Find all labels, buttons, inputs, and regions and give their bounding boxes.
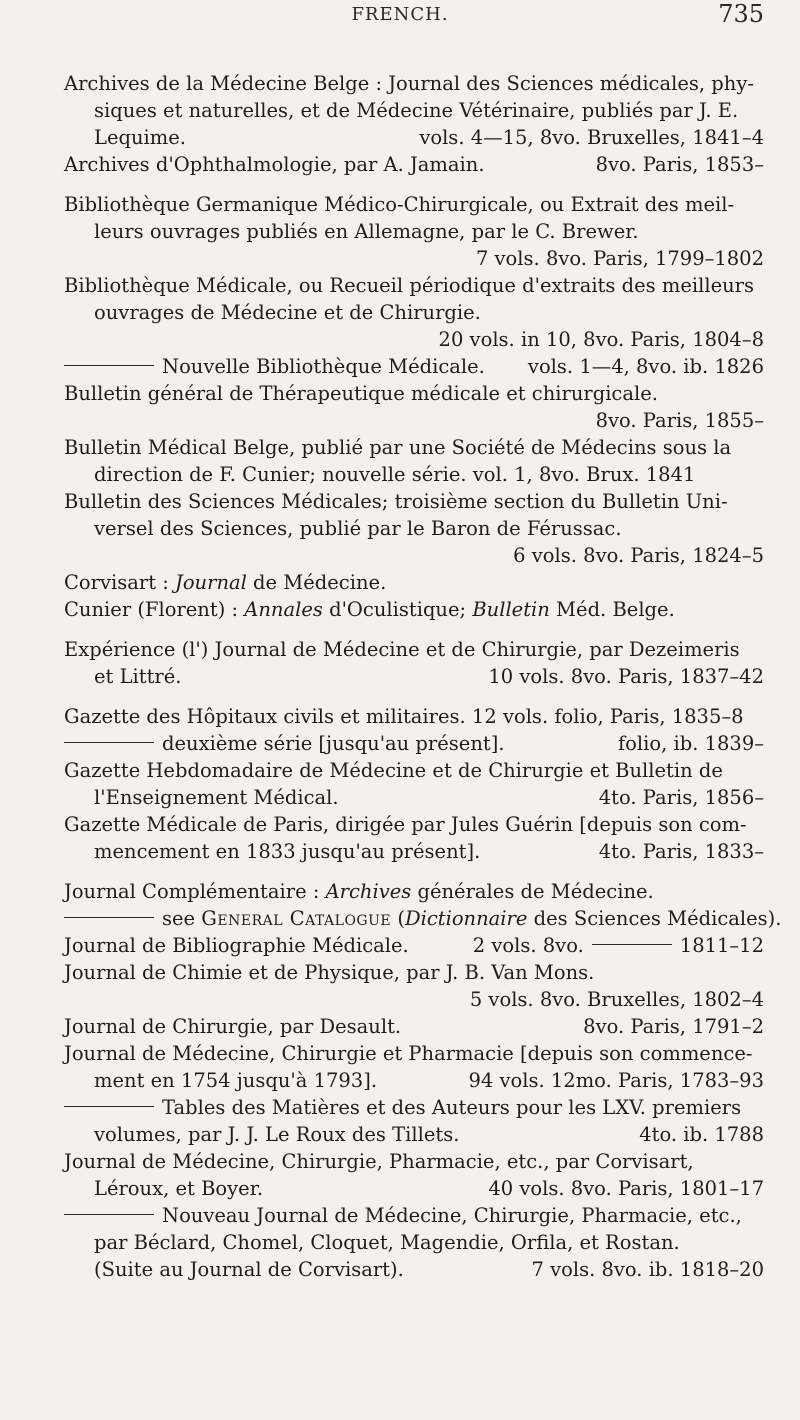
entry-text: et Littré. [94, 665, 182, 688]
entry-text: Journal de Bibliographie Médicale. [64, 934, 409, 957]
entry-line: Bulletin général de Thérapeutique médicale et chirurgicale. [64, 382, 658, 405]
entry-line [64, 1256, 764, 1283]
entry-line [64, 1175, 764, 1202]
entry-line [64, 784, 764, 811]
entry-imprint: 4to. ib. 1788 [639, 1123, 764, 1146]
entry-text: see [162, 907, 202, 930]
entry-line [64, 596, 764, 623]
entry-imprint: folio, ib. 1839– [617, 732, 764, 755]
entry-imprint: 4to. Paris, 1833– [598, 840, 764, 863]
entry-line: Archives de la Médecine Belge : Journal des Sciences médicales, phy- [64, 72, 754, 95]
entry-line: Bibliothèque Médicale, ou Recueil périodique d'extraits des meilleurs [64, 274, 754, 297]
entry-journal-chimie [64, 959, 764, 1013]
ditto-dash [64, 365, 154, 366]
entry-line [64, 1067, 764, 1094]
entry-text: Journal Complémentaire : [64, 880, 326, 903]
entry-nouvelle-bibliotheque [64, 353, 764, 380]
entry-line: ouvrages de Médecine et de Chirurgie. [94, 301, 481, 324]
entry-text: (Suite au Journal de Corvisart). [94, 1258, 404, 1281]
entry-smallcaps: General Catalogue [201, 907, 392, 930]
entry-imprint [473, 932, 764, 959]
entry-imprint: 40 vols. 8vo. Paris, 1801–17 [488, 1177, 764, 1200]
entry-text: Archives d'Ophthalmologie, par A. Jamain. [64, 153, 485, 176]
entry-imprint: 20 vols. in 10, 8vo. Paris, 1804–8 [438, 328, 764, 351]
entry-line [64, 663, 764, 690]
entry-text: générales de Médecine. [411, 880, 654, 903]
entry-imprint: 8vo. Paris, 1855– [595, 409, 764, 432]
entry-experience [64, 636, 764, 690]
entry-imprint: 94 vols. 12mo. Paris, 1783–93 [468, 1069, 764, 1092]
entry-text: des Sciences Médicales). [527, 907, 782, 930]
entry-line: Gazette Hebdomadaire de Médecine et de Chirurgie et Bulletin de [64, 759, 723, 782]
entry-imprint: 10 vols. 8vo. Paris, 1837–42 [488, 665, 764, 688]
entry-imprint: 7 vols. 8vo. ib. 1818–20 [531, 1258, 764, 1281]
entry-bulletin-therapeutique [64, 380, 764, 434]
entry-gazette-hopitaux-deuxieme-serie [64, 730, 764, 757]
entry-line [64, 905, 782, 932]
entry-bulletin-sciences-medicales [64, 488, 764, 569]
entry-archives-medecine-belge [64, 70, 764, 151]
entry-line: Journal de Médecine, Chirurgie et Pharmacie [depuis son commence- [64, 1042, 753, 1065]
entry-italic: Bulletin [472, 598, 550, 621]
entry-text: Journal de Chirurgie, par Desault. [64, 1015, 402, 1038]
entry-text: Cunier (Florent) : [64, 598, 245, 621]
entry-imprint: 6 vols. 8vo. Paris, 1824–5 [513, 544, 764, 567]
ditto-dash [64, 742, 154, 743]
entry-line: Journal de Chimie et de Physique, par J. B. Van Mons. [64, 961, 595, 984]
entry-gazette-hopitaux [64, 703, 764, 730]
entry-tables-des-matieres [64, 1094, 764, 1148]
entry-bulletin-medical-belge [64, 434, 764, 488]
entry-line: Gazette Médicale de Paris, dirigée par Jules Guérin [depuis son com- [64, 813, 747, 836]
entry-text: Tables des Matières et des Auteurs pour les LXV. premiers [162, 1096, 742, 1119]
entry-nouveau-journal-medecine [64, 1202, 764, 1283]
entry-line [64, 1202, 764, 1229]
entry-line [64, 838, 764, 865]
entry-line: direction de F. Cunier; nouvelle série. vol. 1, 8vo. Brux. 1841 [94, 463, 696, 486]
entry-line: Bulletin Médical Belge, publié par une Société de Médecins sous la [64, 436, 732, 459]
entry-line: Bulletin des Sciences Médicales; troisième section du Bulletin Uni- [64, 490, 728, 513]
page-number: 735 [718, 0, 764, 28]
entry-text: l'Enseignement Médical. [94, 786, 339, 809]
entry-cunier [64, 596, 764, 623]
entry-line [64, 1094, 764, 1121]
entry-bibliotheque-germanique [64, 191, 764, 272]
entry-imprint: 5 vols. 8vo. Bruxelles, 1802–4 [469, 988, 764, 1011]
ditto-dash [64, 1106, 154, 1107]
entry-line [64, 569, 764, 596]
entry-line: Gazette des Hôpitaux civils et militaires. 12 vols. folio, Paris, 1835–8 [64, 705, 744, 728]
entry-text: ( [391, 907, 405, 930]
entry-text: Nouvelle Bibliothèque Médicale. [162, 355, 485, 378]
entry-line [64, 932, 764, 959]
entry-italic: Dictionnaire [404, 907, 528, 930]
entry-text: Corvisart : [64, 571, 175, 594]
entry-text: volumes, par J. J. Le Roux des Tillets. [94, 1123, 460, 1146]
entry-imprint: vols. 1—4, 8vo. ib. 1826 [527, 355, 764, 378]
entry-corvisart [64, 569, 764, 596]
entry-text: d'Oculistique; [322, 598, 473, 621]
entry-bibliotheque-medicale [64, 272, 764, 353]
entry-text: mencement en 1833 jusqu'au présent]. [94, 840, 481, 863]
entry-journal-complementaire [64, 878, 764, 905]
bibliography-list [64, 70, 782, 1283]
running-title: FRENCH. [351, 4, 449, 25]
entry-text: ment en 1754 jusqu'à 1793]. [94, 1069, 378, 1092]
entry-journal-chirurgie [64, 1013, 764, 1040]
entry-imprint: 7 vols. 8vo. Paris, 1799–1802 [475, 247, 764, 270]
entry-text: Léroux, et Boyer. [94, 1177, 264, 1200]
entry-gazette-hebdomadaire [64, 757, 764, 811]
entry-line [64, 1121, 764, 1148]
entry-text: Méd. Belge. [549, 598, 675, 621]
entry-italic: Journal [175, 571, 247, 594]
entry-text: 2 vols. 8vo. [472, 934, 584, 957]
entry-text: Nouveau Journal de Médecine, Chirurgie, Pharmacie, etc., [162, 1204, 742, 1227]
entry-text: Lequime. [94, 126, 186, 149]
entry-text: deuxième série [jusqu'au présent]. [162, 732, 505, 755]
entry-line: Bibliothèque Germanique Médico-Chirurgicale, ou Extrait des meil- [64, 193, 735, 216]
entry-journal-bibliographie [64, 932, 764, 959]
entry-line: Journal de Médecine, Chirurgie, Pharmacie, etc., par Corvisart, [64, 1150, 694, 1173]
ditto-dash [64, 1214, 154, 1215]
entry-line: siques et naturelles, et de Médecine Vétérinaire, publiés par J. E. [94, 99, 739, 122]
entry-imprint: 8vo. Paris, 1853– [595, 153, 764, 176]
entry-journal-medecine-corvisart [64, 1148, 764, 1202]
entry-italic: Annales [244, 598, 323, 621]
entry-imprint: vols. 4—15, 8vo. Bruxelles, 1841–4 [419, 126, 764, 149]
entry-see-general-catalogue [64, 905, 782, 932]
entry-line [64, 124, 764, 151]
entry-line [64, 353, 764, 380]
entry-text: de Médecine. [246, 571, 387, 594]
entry-line: versel des Sciences, publié par le Baron de Férussac. [94, 517, 622, 540]
entry-line: leurs ouvrages publiés en Allemagne, par le C. Brewer. [94, 220, 639, 243]
ditto-dash [592, 944, 672, 945]
ditto-dash [64, 917, 154, 918]
entry-line [64, 151, 764, 178]
entry-journal-medecine-1754 [64, 1040, 764, 1094]
entry-line [64, 730, 764, 757]
entry-italic: Archives [325, 880, 412, 903]
entry-imprint: 8vo. Paris, 1791–2 [583, 1015, 764, 1038]
entry-line [64, 1013, 764, 1040]
entry-archives-ophthalmologie [64, 151, 764, 178]
entry-line: par Béclard, Chomel, Cloquet, Magendie, Orfila, et Rostan. [94, 1231, 680, 1254]
entry-imprint: 4to. Paris, 1856– [598, 786, 764, 809]
entry-line: Expérience (l') Journal de Médecine et de Chirurgie, par Dezeimeris [64, 638, 740, 661]
entry-gazette-medicale-paris [64, 811, 764, 865]
entry-text: 1811–12 [679, 934, 764, 957]
entry-line [64, 878, 764, 905]
